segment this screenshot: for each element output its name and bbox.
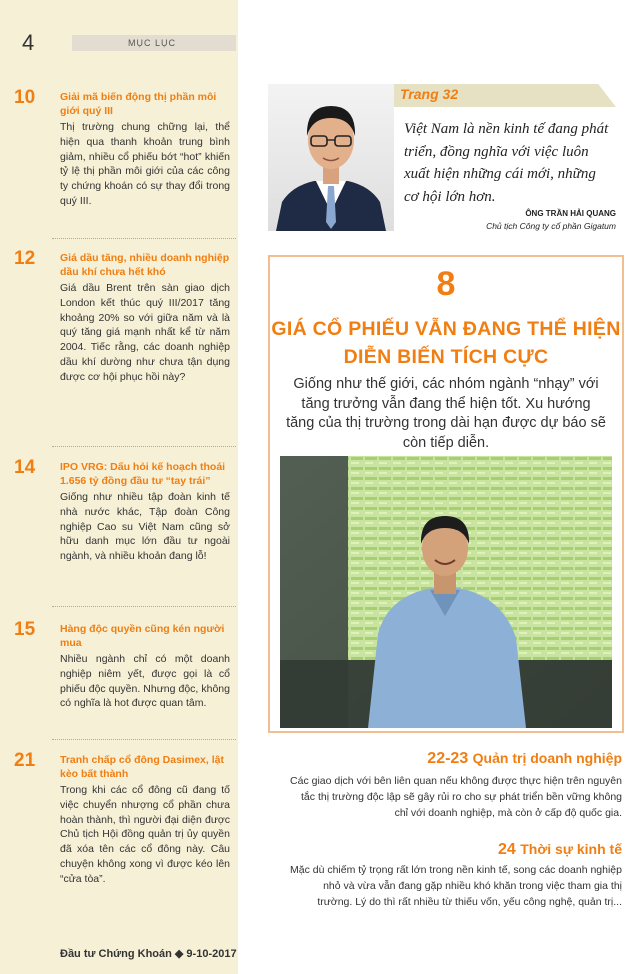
- article-description: Mặc dù chiếm tỷ trọng rất lớn trong nền kinh tế, song các doanh nghiệp nhỏ và vừa vẫn đang gặp nhiều khó khăn trong việc tham gia thị trường. Lý do thì rất nhiều từ thiếu vốn, yếu công nghệ, quản trị...: [289, 864, 622, 908]
- toc-item[interactable]: [14, 750, 230, 887]
- page-reference-label[interactable]: Trang 32: [400, 86, 459, 102]
- toc-title[interactable]: Tranh chấp cổ đông Dasimex, lật kèo bất thành: [60, 754, 224, 780]
- page-number: 4: [22, 30, 35, 55]
- toc-item[interactable]: [14, 248, 230, 385]
- portrait-illustration: [268, 84, 394, 231]
- sidebar-toc: [0, 0, 238, 974]
- article-heading[interactable]: [427, 750, 622, 768]
- toc-description: Trong khi các cổ đông cũ đang tố việc chuyển nhượng cổ phần chưa hoàn thành, thì người đại diện được Chủ tịch Hội đồng quản trị ủy quyền đã xóa tên các cổ đông này. Câu chuyện không xong vì được kéo lên “cửa tòa”.: [60, 784, 230, 885]
- toc-item[interactable]: [14, 457, 230, 564]
- section-label: MỤC LỤC: [72, 35, 236, 51]
- quote-author-name: ÔNG TRẦN HẢI QUANG: [525, 209, 616, 218]
- footer-publication: Đầu tư Chứng Khoán ◆ 9-10-2017: [60, 948, 237, 960]
- toc-item[interactable]: [14, 619, 230, 711]
- article-title[interactable]: Quản trị doanh nghiệp: [472, 750, 622, 766]
- portrait-photo: [268, 84, 394, 231]
- trading-floor-photo: [280, 456, 612, 728]
- article-page-number: 24: [497, 841, 516, 858]
- toc-page-number: 15: [14, 619, 36, 640]
- toc-title[interactable]: Giá dầu tăng, nhiều doanh nghiệp dầu khí chưa hết khó: [60, 252, 230, 278]
- toc-description: Nhiều ngành chỉ có một doanh nghiệp niêm yết, được gọi là cổ phiếu độc quyền. Nhưng độc, không có nghĩa là hot được quan tâm.: [60, 653, 230, 710]
- trading-floor-illustration: [280, 456, 612, 728]
- toc-description: Giá dầu Brent trên sàn giao dịch London kết thúc quý III/2017 tăng khoảng 20% so với giữa năm và là quý tăng giá mạnh nhất kể từ năm 2004. Tiếc rằng, các doanh nghiệp dầu khí dường như chưa tận dụng được cơ hội phục hồi này?: [60, 282, 230, 383]
- quote-block[interactable]: [268, 84, 620, 234]
- toc-description: Giống như nhiều tập đoàn kinh tế nhà nước khác, Tập đoàn Công nghiệp Cao su Việt Nam cũng sở hữu danh mục lớn đầu tư ngoài ngành, và nhiều khoản đang lỗ!: [60, 491, 230, 563]
- toc-item[interactable]: [14, 87, 230, 209]
- toc-title[interactable]: Giải mã biến động thị phần môi giới quý III: [60, 91, 217, 117]
- toc-page-number: 14: [14, 457, 36, 478]
- toc-divider: [52, 606, 236, 607]
- toc-page-number: 10: [14, 87, 36, 108]
- article-title[interactable]: Thời sự kinh tế: [520, 841, 622, 857]
- feature-article[interactable]: [268, 255, 624, 733]
- article-description: Các giao dịch với bên liên quan nếu không được thực hiện trên nguyên tắc thị trường độc lập sẽ gây rủi ro cho sự phát triển bền vững không chỉ với doanh nghiệp, mà còn ở cấp độ quốc gia.: [290, 775, 622, 819]
- article-heading[interactable]: [498, 841, 622, 859]
- toc-title[interactable]: Hàng độc quyền cũng kén người mua: [60, 623, 225, 649]
- toc-divider: [52, 238, 236, 239]
- feature-page-number: 8: [436, 265, 456, 303]
- toc-divider: [52, 739, 236, 740]
- quote-text: Việt Nam là nền kinh tế đang phát triển, đồng nghĩa với việc luôn xuất hiện những cái mới, những cơ hội lớn hơn.: [404, 121, 609, 205]
- toc-description: Thị trường chung chững lại, thể hiện qua thanh khoản trung bình giảm, nhiều cổ phiếu bớt “hot” khiến tỷ lệ thị phần môi giới của các công ty chứng khoán có sự thay đổi trong quý III.: [60, 121, 230, 207]
- feature-title[interactable]: GIÁ CỔ PHIẾU VẪN ĐANG THỂ HIỆN DIỄN BIẾN TÍCH CỰC: [271, 318, 621, 368]
- quote-author-role: Chủ tịch Công ty cổ phần Gigatum: [486, 221, 616, 231]
- toc-divider: [52, 446, 236, 447]
- article-page-number: 22-23: [427, 750, 469, 767]
- toc-page-number: 12: [14, 248, 36, 269]
- feature-description: Giống như thế giới, các nhóm ngành “nhạy” với tăng trưởng vẫn đang thể hiện tốt. Xu hướng tăng của thị trường trong dài hạn được dự báo sẽ còn tiếp diễn.: [286, 376, 606, 451]
- toc-page-number: 21: [14, 750, 36, 771]
- toc-title[interactable]: IPO VRG: Dấu hỏi kế hoạch thoái 1.656 tỷ đồng đầu tư “tay trái”: [60, 461, 226, 487]
